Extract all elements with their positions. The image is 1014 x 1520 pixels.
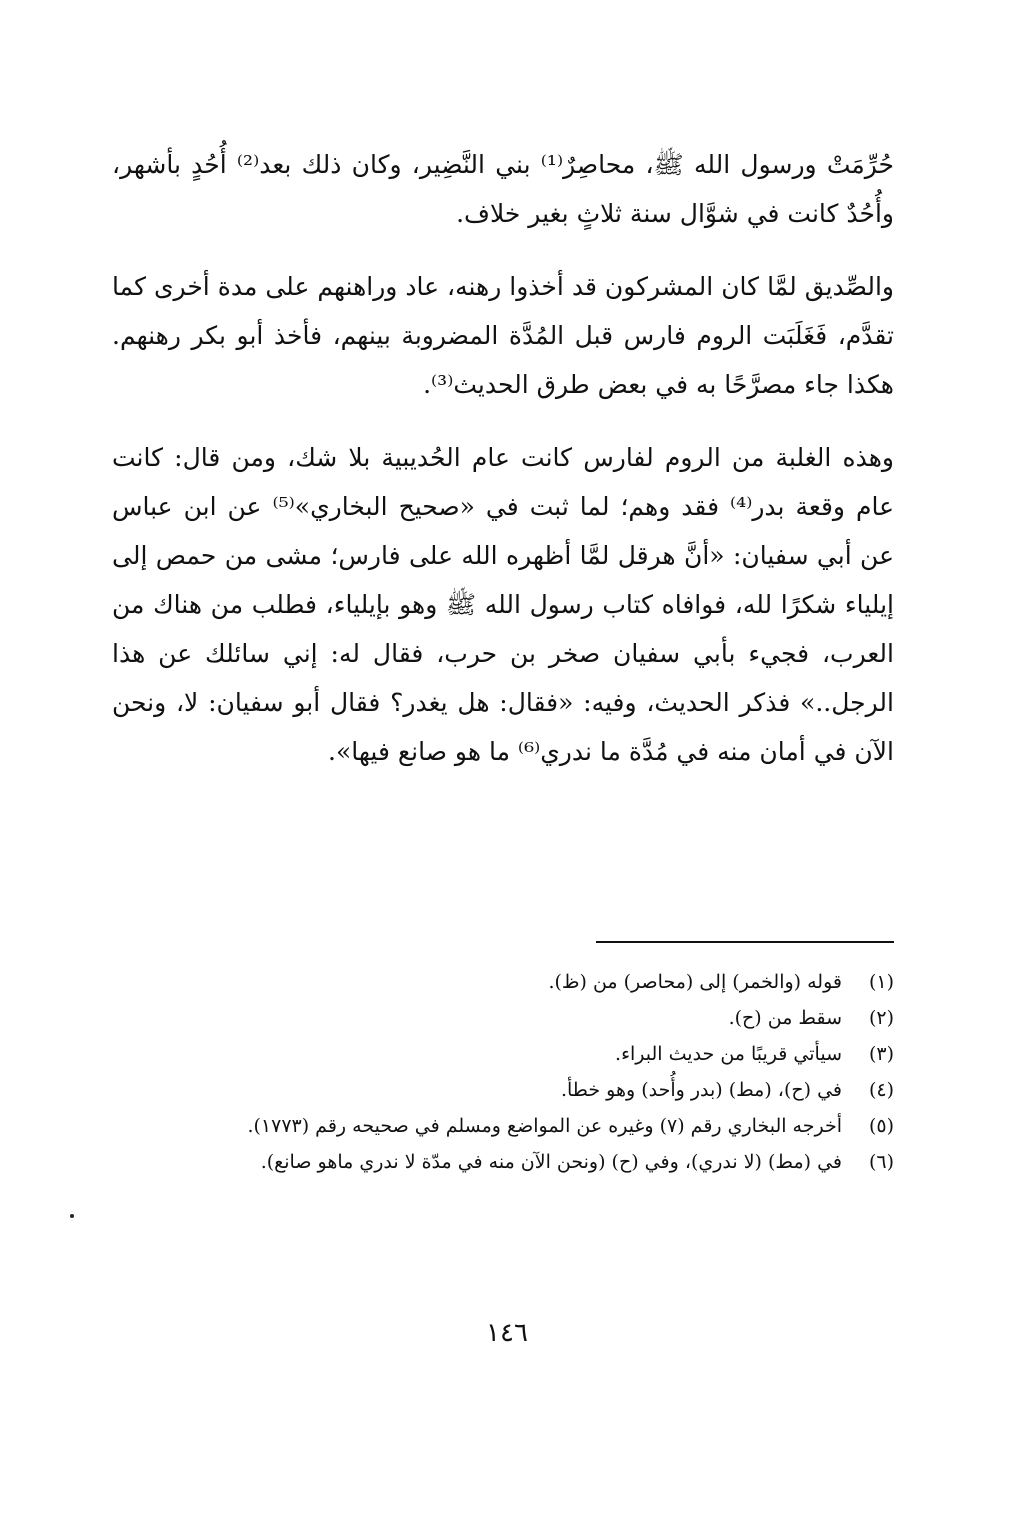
footnote-text: قوله (والخمر) إلى (محاصر) من (ظ). — [548, 971, 842, 993]
footnote — [112, 964, 894, 1000]
page-number: ١٤٦ — [486, 1318, 528, 1348]
footnote-text: في (ح)، (مط) (بدر وأُحد) وهو خطأ. — [560, 1079, 842, 1101]
footnote — [112, 1144, 894, 1180]
footnote-number: (٥) — [868, 1115, 894, 1137]
footnote — [112, 1000, 894, 1036]
footnote-text: في (مط) (لا ندري)، وفي (ح) (ونحن الآن منه في مدّة لا ندري ماهو صانع). — [260, 1151, 842, 1173]
paragraph: حُرِّمَتْ ورسول الله ﷺ، محاصِرٌ⁽¹⁾ بني النَّضِير، وكان ذلك بعد⁽²⁾ أُحُدٍ بأشهر، وأُحُدٌ كانت في شوَّال سنة ثلاثٍ بغير خلاف. — [112, 150, 895, 228]
footnote-number: (٤) — [868, 1079, 894, 1101]
footnote-separator — [596, 941, 894, 943]
footnote-number: (٢) — [868, 1007, 894, 1029]
footnote-text: سيأتي قريبًا من حديث البراء. — [615, 1043, 842, 1065]
paragraph: والصِّديق لمَّا كان المشركون قد أخذوا رهنه، عاد وراهنهم على مدة أخرى كما تقدَّم، فَغَلَبَت الروم فارس قبل المُدَّة المضروبة بينهم، فأخذ أبو بكر رهنهم. هكذا جاء مصرَّحًا به في بعض طرق الحديث⁽³⁾. — [112, 272, 894, 399]
footnote — [112, 1072, 894, 1108]
footnote-number: (١) — [868, 971, 894, 993]
paragraph: وهذه الغلبة من الروم لفارس كانت عام الحُديبية بلا شك، ومن قال: كانت عام وقعة بدر⁽⁴⁾ فقد وهم؛ لما ثبت في «صحيح البخاري»⁽⁵⁾ عن ابن عباس عن أبي سفيان: «أنَّ هرقل لمَّا أظهره الله على فارس؛ مشى من حمص إلى إيلياء شكرًا لله، فوافاه كتاب رسول الله ﷺ وهو بإيلياء، فطلب من هناك من العرب، فجيء بأبي سفيان صخر بن حرب، فقال له: إني سائلك عن هذا الرجل..» فذكر الحديث، وفيه: «فقال: هل يغدر؟ فقال أبو سفيان: لا، ونحن الآن في أمان منه في مُدَّة ما ندري⁽⁶⁾ ما هو صانع فيها». — [112, 443, 894, 766]
footnote — [112, 1108, 894, 1144]
footnotes — [112, 964, 894, 1180]
footnote-number: (٦) — [868, 1151, 894, 1173]
footnote-number: (٣) — [868, 1043, 894, 1065]
scan-speck — [70, 1214, 74, 1218]
footnote-text: سقط من (ح). — [728, 1007, 842, 1029]
footnote — [112, 1036, 894, 1072]
footnote-text: أخرجه البخاري رقم (٧) وغيره عن المواضع ومسلم في صحيحه رقم (١٧٧٣). — [247, 1115, 842, 1137]
main-text — [112, 140, 894, 776]
